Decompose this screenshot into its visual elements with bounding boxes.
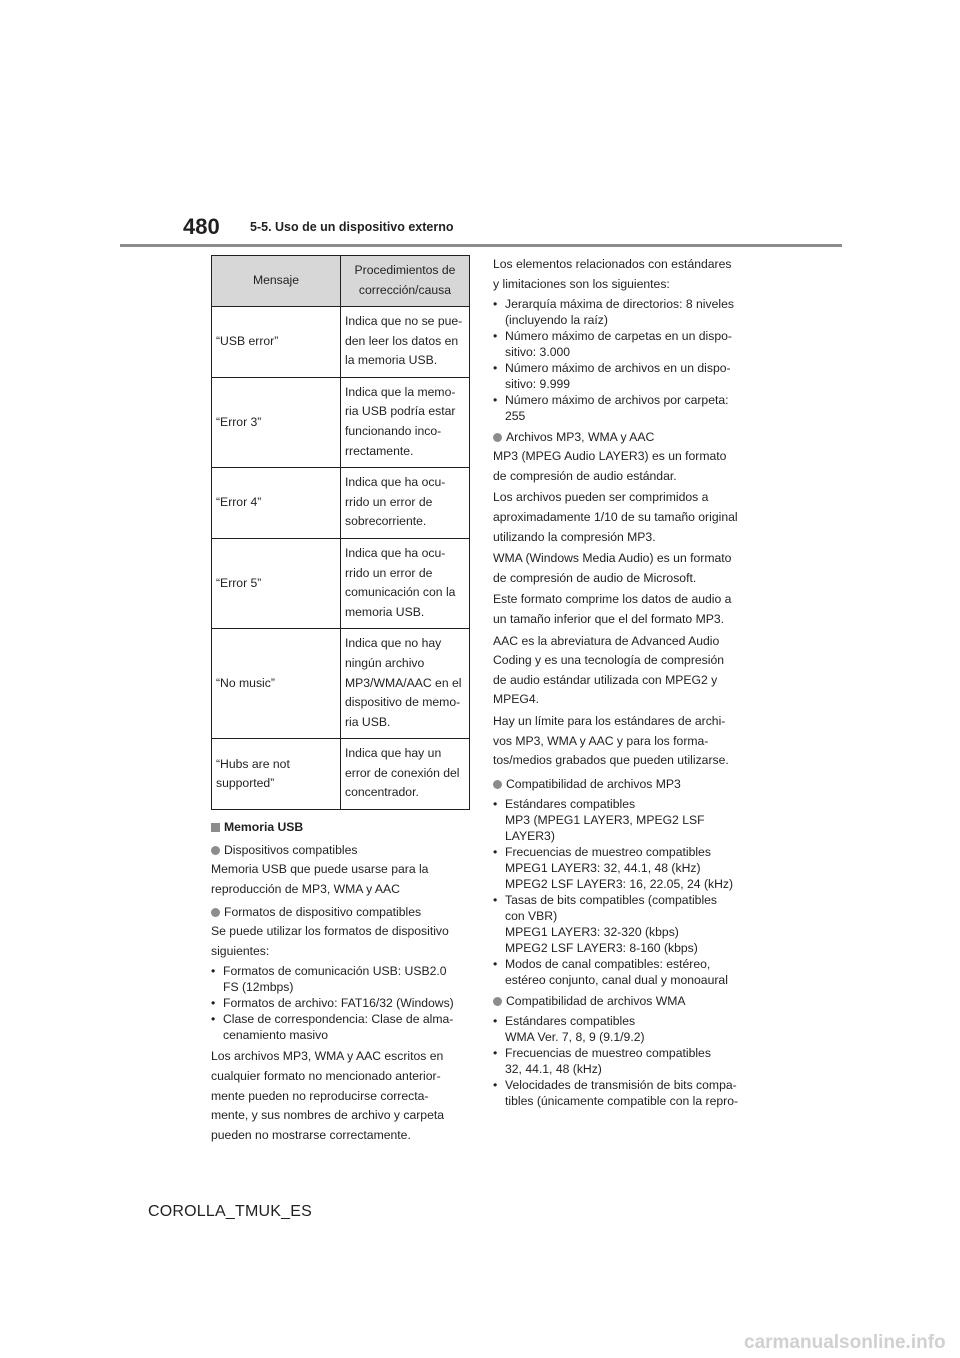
text-line: WMA (Windows Media Audio) es un formato [493, 551, 732, 566]
cause-text: dispositivo de memo- [345, 695, 461, 710]
usb-heading [211, 818, 471, 837]
text-line: (incluyendo la raíz) [505, 313, 608, 328]
mp3-list [493, 796, 755, 988]
page-number: 480 [183, 214, 220, 239]
cause-text: ria USB podría estar [345, 404, 456, 419]
text-line: AAC es la abreviatura de Advanced Audio [493, 633, 720, 648]
list-item [211, 963, 471, 995]
list-item [493, 392, 755, 424]
list-item [493, 1077, 755, 1109]
limits-intro [493, 255, 755, 294]
text-line: • Frecuencias de muestreo compatibles [505, 844, 711, 859]
files-paragraph [493, 447, 755, 486]
files-paragraphs [493, 447, 755, 771]
text-line: • Estándares compatibles [505, 796, 636, 811]
list-item [493, 1045, 755, 1077]
text-line: MPEG4. [493, 692, 540, 707]
devices-text [211, 860, 471, 899]
list-item [493, 360, 755, 392]
formats-intro [211, 922, 471, 961]
text-line: Los elementos relacionados con estándares [493, 257, 732, 271]
text-line: Los archivos pueden ser comprimidos a [493, 490, 709, 505]
square-bullet-icon [211, 823, 220, 832]
files-paragraph [493, 712, 755, 771]
message-cell [212, 629, 341, 739]
files-paragraph [493, 590, 755, 629]
header-procedure-line: corrección/causa [358, 283, 452, 297]
formats-heading [211, 903, 471, 922]
wma-heading [493, 992, 755, 1011]
table-row [212, 468, 470, 539]
text-line: con VBR) [505, 908, 558, 923]
cause-cell [341, 739, 470, 810]
watermark: carmanualsonline.info [744, 1332, 946, 1353]
text-line: pueden no mostrarse correctamente. [211, 1127, 411, 1142]
text-line: 32, 44.1, 48 (kHz) [505, 1061, 602, 1076]
usb-heading-text: Memoria USB [224, 820, 304, 835]
cause-text: sobrecorriente. [345, 514, 427, 529]
list-item [493, 296, 755, 328]
text-line: mente, y sus nombres de archivo y carpeta [211, 1108, 445, 1123]
devices-heading-text: Dispositivos compatibles [224, 843, 358, 858]
message-cell [212, 377, 341, 467]
message-text: supported” [216, 776, 275, 791]
text-line: y limitaciones son los siguientes: [493, 276, 670, 291]
cause-cell [341, 629, 470, 739]
text-line: • Número máximo de archivos en un dispo- [505, 361, 731, 376]
list-item [493, 892, 755, 956]
cause-cell [341, 468, 470, 539]
table-body [212, 307, 470, 810]
cause-text: rrido un error de [345, 565, 433, 580]
table-row [212, 538, 470, 628]
text-line: de audio estándar utilizada con MPEG2 y [493, 672, 718, 687]
circle-bullet-icon [211, 908, 220, 917]
text-line: • Número máximo de archivos por carpeta: [505, 393, 729, 408]
files-paragraph [493, 488, 755, 547]
mp3-heading-text: Compatibilidad de archivos MP3 [506, 776, 681, 791]
cause-text: funcionando inco- [345, 423, 442, 438]
text-line: • Velocidades de transmisión de bits compa- [505, 1077, 737, 1092]
text-line: cenamiento masivo [223, 1028, 328, 1043]
text-line: • Clase de correspondencia: Clase de alma- [223, 1012, 454, 1027]
text-line: Hay un límite para los estándares de archi- [493, 713, 726, 728]
message-table [211, 255, 470, 810]
files-heading-text: Archivos MP3, WMA y AAC [506, 430, 655, 445]
message-cell [212, 538, 341, 628]
closing-paragraph [211, 1047, 471, 1145]
message-text: “Error 3” [216, 414, 262, 429]
text-line: aproximadamente 1/10 de su tamaño original [493, 509, 738, 524]
table-row [212, 739, 470, 810]
text-line: FS (12mbps) [223, 980, 294, 995]
right-column [493, 255, 755, 1113]
text-line: estéreo conjunto, canal dual y monoaural [505, 972, 728, 987]
cause-text: la memoria USB. [345, 353, 438, 368]
text-line: • Estándares compatibles [505, 1013, 636, 1028]
cause-text: ria USB. [345, 714, 391, 729]
circle-bullet-icon [211, 846, 220, 855]
cause-text: Indica que la memo- [345, 384, 456, 399]
circle-bullet-icon [493, 997, 502, 1006]
wma-list [493, 1013, 755, 1109]
circle-bullet-icon [493, 780, 502, 789]
text-line: Se puede utilizar los formatos de dispositivo [211, 924, 449, 939]
text-line: • Formatos de comunicación USB: USB2.0 [223, 964, 447, 979]
header-message: Mensaje [212, 256, 341, 307]
limits-list [493, 296, 755, 424]
cause-text: Indica que ha ocu- [345, 475, 446, 490]
section-title: 5-5. Uso de un dispositivo externo [250, 220, 454, 234]
files-paragraph [493, 632, 755, 710]
text-line: tibles (únicamente compatible con la repro- [505, 1093, 739, 1108]
text-line: Coding y es una tecnología de compresión [493, 653, 725, 668]
cause-cell [341, 538, 470, 628]
message-text: “Error 4” [216, 495, 262, 510]
cause-text: Indica que no se pue- [345, 314, 463, 328]
header-procedure-line: Procedimientos de [354, 263, 456, 278]
formats-heading-text: Formatos de dispositivo compatibles [224, 905, 422, 920]
text-line: un tamaño inferior que el del formato MP3. [493, 611, 725, 626]
text-line: • Formatos de archivo: FAT16/32 (Windows) [223, 996, 454, 1011]
list-item [493, 844, 755, 892]
text-line: tos/medios grabados que pueden utilizarse. [493, 753, 729, 768]
left-column [211, 255, 471, 1145]
text-line: sitivo: 9.999 [505, 377, 571, 392]
list-item [211, 995, 471, 1011]
message-cell [212, 739, 341, 810]
list-item [493, 796, 755, 844]
text-line: • Tasas de bits compatibles (compatibles [505, 892, 718, 907]
message-text: “No music” [216, 676, 275, 690]
cause-text: MP3/WMA/AAC en el [345, 675, 462, 690]
table-row [212, 377, 470, 467]
text-line: • Jerarquía máxima de directorios: 8 niveles [505, 297, 734, 312]
cause-text: ningún archivo [345, 655, 425, 670]
text-line: MPEG2 LSF LAYER3: 8-160 (kbps) [505, 940, 698, 955]
text-line: vos MP3, WMA y AAC y para los forma- [493, 733, 709, 748]
mp3-heading [493, 775, 755, 794]
cause-text: error de conexión del [345, 765, 460, 780]
text-line: 255 [505, 409, 526, 424]
cause-text: rrectamente. [345, 443, 414, 458]
text-line: • Número máximo de carpetas en un dispo- [505, 329, 732, 344]
cause-cell [341, 307, 470, 378]
text-line: • Modos de canal compatibles: estéreo, [505, 956, 711, 971]
cause-text: Indica que ha ocu- [345, 545, 446, 560]
cause-text: Indica que hay un [345, 746, 442, 761]
header-procedure [341, 256, 470, 307]
text-line: WMA Ver. 7, 8, 9 (9.1/9.2) [505, 1029, 645, 1044]
message-cell [212, 468, 341, 539]
text-line: MP3 (MPEG1 LAYER3, MPEG2 LSF [505, 812, 705, 827]
files-paragraph [493, 549, 755, 588]
text-line: de compresión de audio estándar. [493, 468, 677, 483]
list-item [493, 956, 755, 988]
text-line: MPEG1 LAYER3: 32, 44.1, 48 (kHz) [505, 860, 701, 875]
message-text: “Error 5” [216, 575, 262, 590]
message-text: “Hubs are not [216, 756, 290, 771]
text-line: Los archivos MP3, WMA y AAC escritos en [211, 1049, 444, 1064]
table-row [212, 629, 470, 739]
devices-heading [211, 841, 471, 860]
cause-text: concentrador. [345, 785, 419, 800]
message-text: “USB error” [216, 334, 279, 349]
text-line: siguientes: [211, 943, 270, 958]
text-line: Este formato comprime los datos de audio a [493, 592, 732, 607]
text-line: MP3 (MPEG Audio LAYER3) es un formato [493, 449, 727, 464]
footer-code: COROLLA_TMUK_ES [148, 1203, 312, 1220]
circle-bullet-icon [493, 433, 502, 442]
text-line: reproducción de MP3, WMA y AAC [211, 881, 400, 896]
cause-text: comunicación con la [345, 585, 456, 600]
cause-cell [341, 377, 470, 467]
cause-text: den leer los datos en [345, 333, 459, 348]
text-line: MPEG2 LSF LAYER3: 16, 22.05, 24 (kHz) [505, 876, 734, 891]
list-item [211, 1011, 471, 1043]
wma-heading-text: Compatibilidad de archivos WMA [506, 993, 686, 1008]
table-row [212, 307, 470, 378]
text-line: • Frecuencias de muestreo compatibles [505, 1045, 711, 1060]
formats-list [211, 963, 471, 1043]
text-line: utilizando la compresión MP3. [493, 529, 656, 544]
cause-text: Indica que no hay [345, 636, 442, 651]
list-item [493, 328, 755, 360]
list-item [493, 1013, 755, 1045]
text-line: MPEG1 LAYER3: 32-320 (kbps) [505, 924, 679, 939]
cause-text: rrido un error de [345, 494, 433, 509]
message-cell [212, 307, 341, 378]
text-line: cualquier formato no mencionado anterior- [211, 1069, 441, 1084]
text-line: mente pueden no reproducirse correcta- [211, 1088, 429, 1103]
text-line: Memoria USB que puede usarse para la [211, 862, 429, 877]
cause-text: memoria USB. [345, 604, 425, 619]
files-heading [493, 428, 755, 447]
text-line: LAYER3) [505, 828, 555, 843]
header-rule [120, 244, 842, 247]
table-header-row [212, 256, 470, 307]
text-line: sitivo: 3.000 [505, 345, 571, 360]
text-line: de compresión de audio de Microsoft. [493, 570, 697, 585]
